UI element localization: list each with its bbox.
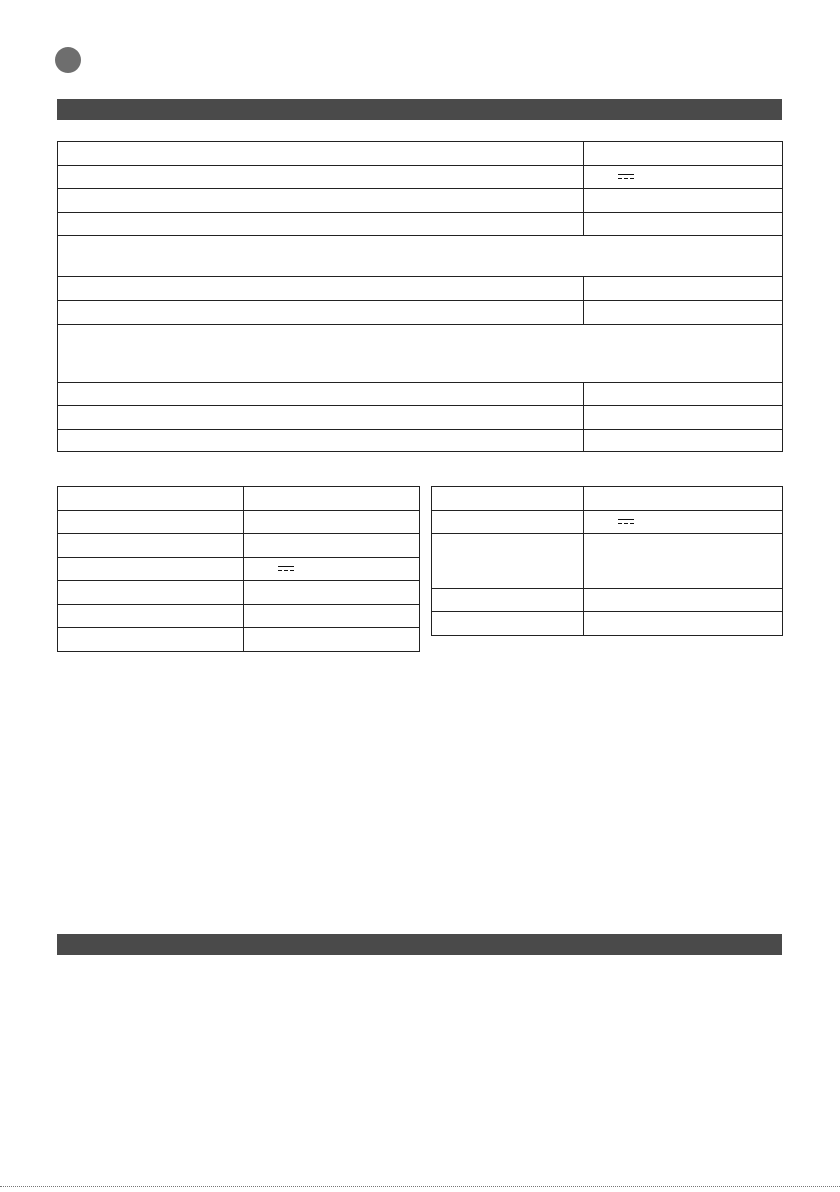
table-row <box>58 406 783 430</box>
row-value <box>584 189 783 213</box>
row-value <box>244 534 420 558</box>
row-label <box>58 166 584 189</box>
row-label <box>58 383 584 406</box>
row-value <box>584 511 783 534</box>
table-row <box>58 581 420 605</box>
table-row <box>58 142 783 166</box>
dc-current-icon <box>278 566 294 573</box>
table-row <box>58 277 783 301</box>
left-spec-table <box>57 486 420 652</box>
row-value <box>244 605 420 628</box>
table-row <box>58 383 783 406</box>
row-label <box>432 487 584 511</box>
row-label <box>58 487 244 511</box>
row-label <box>58 301 584 325</box>
table-row-merged <box>58 325 783 383</box>
dc-current-icon <box>618 174 634 181</box>
row-label <box>58 430 584 452</box>
table-row <box>58 628 420 652</box>
row-label <box>432 589 584 612</box>
row-label <box>58 511 244 534</box>
row-value <box>584 301 783 325</box>
section-header-bar <box>57 99 782 120</box>
table-row <box>58 605 420 628</box>
row-value <box>244 558 420 581</box>
right-spec-table <box>431 486 783 636</box>
circle-bullet-icon <box>55 47 81 73</box>
row-label <box>432 511 584 534</box>
row-value <box>584 383 783 406</box>
table-row <box>432 612 783 636</box>
table-row <box>432 511 783 534</box>
table-row <box>58 430 783 452</box>
table-row <box>58 301 783 325</box>
table-row <box>432 534 783 589</box>
row-label <box>58 142 584 166</box>
page-edge-divider <box>0 1186 840 1187</box>
row-value <box>584 277 783 301</box>
table-row <box>432 487 783 511</box>
row-value <box>584 589 783 612</box>
row-value <box>584 213 783 236</box>
row-label <box>58 558 244 581</box>
main-spec-table <box>57 141 783 452</box>
table-row <box>58 166 783 189</box>
row-label <box>432 612 584 636</box>
row-value <box>584 487 783 511</box>
table-row <box>58 487 420 511</box>
section-header-bar <box>57 934 782 955</box>
row-label <box>58 189 584 213</box>
table-row <box>58 534 420 558</box>
row-value <box>244 628 420 652</box>
row-label <box>58 277 584 301</box>
table-row-merged <box>58 236 783 277</box>
row-label <box>58 213 584 236</box>
row-label <box>432 534 584 589</box>
row-label <box>58 628 244 652</box>
table-row <box>432 589 783 612</box>
row-label <box>58 605 244 628</box>
row-merged-text <box>58 236 783 277</box>
row-value <box>244 581 420 605</box>
row-value <box>244 511 420 534</box>
table-row <box>58 511 420 534</box>
row-value <box>584 430 783 452</box>
row-value <box>244 487 420 511</box>
dc-current-icon <box>618 519 634 526</box>
row-value <box>584 406 783 430</box>
row-value <box>584 142 783 166</box>
row-value <box>584 612 783 636</box>
row-merged-text <box>58 325 783 383</box>
row-value <box>584 166 783 189</box>
table-row <box>58 213 783 236</box>
row-label <box>58 581 244 605</box>
table-row <box>58 558 420 581</box>
row-value <box>584 534 783 589</box>
row-label <box>58 406 584 430</box>
row-label <box>58 534 244 558</box>
table-row <box>58 189 783 213</box>
